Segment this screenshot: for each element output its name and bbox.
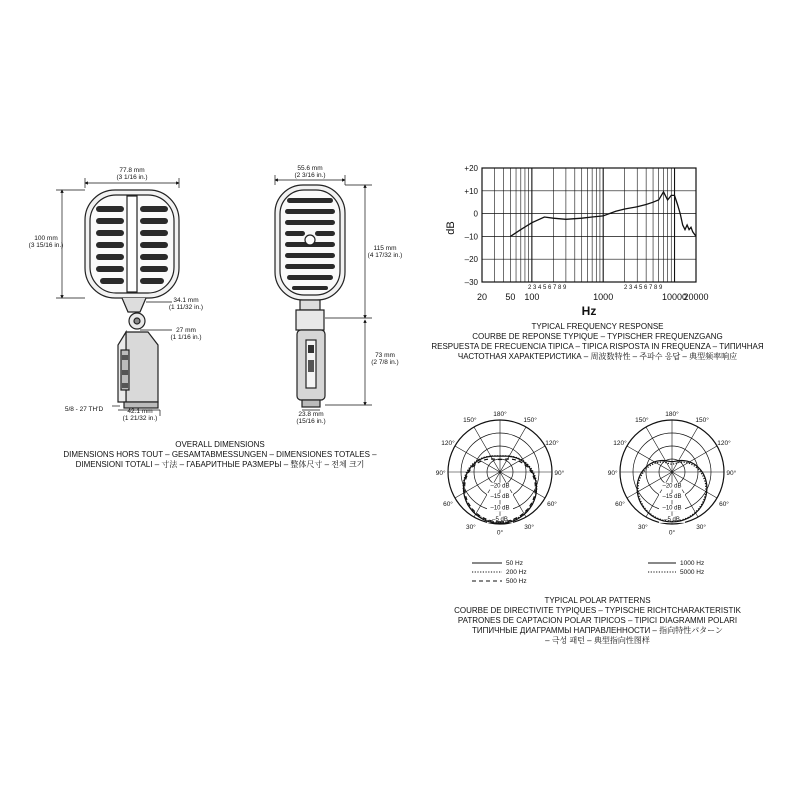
polar-angle-label: 150° bbox=[635, 417, 649, 424]
side-head-height-in: (4 17/32 in.) bbox=[367, 252, 403, 259]
frequency-y-label: dB bbox=[445, 221, 457, 235]
frequency-response-chart bbox=[445, 164, 709, 318]
frequency-caption bbox=[420, 322, 775, 362]
side-handle-height-mm: 73 mm bbox=[375, 352, 395, 359]
polar-angle-label: 60° bbox=[443, 501, 453, 509]
polar-legend-right bbox=[648, 563, 676, 572]
polar-angle-label: 120° bbox=[441, 439, 455, 447]
polar-spoke bbox=[500, 427, 526, 472]
frequency-minor-labels-2: 2 3 4 5 6 7 8 9 bbox=[624, 285, 663, 291]
frequency-caption-line-1: TYPICAL FREQUENCY RESPONSE bbox=[531, 322, 664, 331]
dimensions-caption-line-1: OVERALL DIMENSIONS bbox=[175, 440, 265, 449]
polar-ring-label: –15 dB bbox=[662, 494, 682, 500]
polar-plot-left bbox=[436, 410, 565, 537]
polar-angle-label: 120° bbox=[545, 439, 559, 447]
frequency-caption-line-4: ЧАСТОТНАЯ ХАРАКТЕРИСТИКА – 周波数特性 – 주파수 응답 – 典型频率响应 bbox=[457, 352, 738, 361]
frequency-plot-frame bbox=[482, 168, 696, 282]
side-head-height-mm: 115 mm bbox=[373, 245, 397, 252]
legend-label-50hz: 50 Hz bbox=[506, 560, 523, 567]
polar-angle-label: 120° bbox=[613, 439, 627, 447]
frequency-y-tick: +20 bbox=[464, 164, 478, 173]
frequency-x-tick: 20 bbox=[476, 292, 488, 302]
polar-caption-line-4: ТИПИЧНЫЕ ДИАГРАММЫ НАПРАВЛЕННОСТИ – 指向特性パターン bbox=[472, 626, 723, 635]
dimensions-caption-line-2: DIMENSIONS HORS TOUT – GESAMTABMESSUNGEN – DIMENSIONES TOTALES – bbox=[63, 450, 377, 459]
polar-angle-label: 0° bbox=[668, 529, 676, 537]
polar-ring-label: –10 dB bbox=[490, 505, 510, 512]
polar-ring-label: –5 dB bbox=[664, 516, 680, 523]
front-thread: 5/8 - 27 TH'D bbox=[64, 406, 104, 413]
frequency-minor-labels-1: 2 3 4 5 6 7 8 9 bbox=[528, 285, 567, 291]
front-view-microphone bbox=[85, 190, 179, 408]
polar-ring-label: –20 dB bbox=[662, 483, 682, 490]
frequency-x-tick: 10000 bbox=[662, 292, 688, 302]
frequency-x-tick: 20000 bbox=[683, 292, 709, 302]
polar-angle-label: 60° bbox=[547, 501, 557, 509]
frequency-x-tick: 50 bbox=[505, 292, 516, 302]
polar-caption-line-1: TYPICAL POLAR PATTERNS bbox=[544, 596, 651, 605]
legend-label-1000hz: 1000 Hz bbox=[680, 560, 705, 567]
frequency-y-tick: –20 bbox=[464, 255, 478, 265]
side-handle-height-in: (2 7/8 in.) bbox=[371, 359, 399, 366]
legend-label-5000hz: 5000 Hz bbox=[680, 569, 705, 576]
polar-ring-label: –15 dB bbox=[490, 494, 510, 500]
side-width-in: (2 3/16 in.) bbox=[294, 172, 326, 179]
front-height-in: (3 15/16 in.) bbox=[28, 242, 64, 249]
frequency-y-tick: +10 bbox=[464, 186, 478, 196]
frequency-x-tick: 1000 bbox=[593, 292, 614, 302]
front-neck-in: (1 11/32 in.) bbox=[168, 304, 204, 311]
frequency-caption-line-3: RESPUESTA DE FRECUENCIA TIPICA – TIPICA RISPOSTA IN FREQUENZA – ТИПИЧНАЯ bbox=[431, 342, 764, 351]
polar-legend-left bbox=[472, 563, 502, 581]
polar-angle-label: 120° bbox=[717, 439, 731, 447]
polar-angle-label: 180° bbox=[493, 410, 507, 418]
polar-angle-label: 30° bbox=[696, 524, 707, 532]
front-neck-mm: 34.1 mm bbox=[173, 297, 199, 304]
polar-ring-label: –5 dB bbox=[492, 516, 508, 523]
front-height-mm: 100 mm bbox=[34, 235, 58, 242]
polar-plot-right bbox=[608, 410, 737, 537]
polar-angle-label: 90° bbox=[554, 470, 565, 478]
polar-angle-label: 90° bbox=[435, 470, 446, 478]
polar-caption-line-3: PATRONES DE CAPTACION POLAR TIPICOS – TIPICI DIAGRAMMI POLARI bbox=[457, 616, 738, 625]
polar-angle-label: 90° bbox=[726, 470, 737, 478]
frequency-y-tick: 0 bbox=[473, 209, 478, 219]
polar-ring-label: –20 dB bbox=[490, 483, 510, 490]
polar-angle-label: 60° bbox=[615, 501, 625, 509]
frequency-x-tick: 100 bbox=[524, 292, 540, 302]
polar-spoke bbox=[672, 446, 717, 472]
polar-ring-label: –10 dB bbox=[662, 505, 682, 512]
front-width-in: (3 1/16 in.) bbox=[116, 174, 148, 181]
polar-angle-label: 150° bbox=[695, 417, 709, 424]
polar-angle-label: 0° bbox=[496, 529, 504, 537]
polar-angle-label: 150° bbox=[523, 417, 537, 424]
front-base-in: (1 21/32 in.) bbox=[122, 415, 158, 422]
frequency-y-tick: –30 bbox=[464, 278, 478, 287]
polar-angle-label: 150° bbox=[463, 417, 477, 424]
polar-caption-line-2: COURBE DE DIRECTIVITE TYPIQUES – TYPISCHE RICHTCHARAKTERISTIK bbox=[454, 606, 741, 615]
polar-caption bbox=[420, 596, 775, 646]
frequency-caption-line-2: COURBE DE REPONSE TYPIQUE – TYPISCHER FREQUENZGANG bbox=[472, 332, 723, 341]
side-base-mm: 23.8 mm bbox=[298, 411, 324, 418]
polar-angle-label: 30° bbox=[465, 524, 476, 532]
frequency-x-ticks bbox=[477, 292, 709, 302]
side-view-microphone bbox=[275, 185, 345, 407]
polar-angle-label: 60° bbox=[719, 501, 729, 509]
legend-label-500hz: 500 Hz bbox=[506, 578, 527, 585]
front-base-mm: 42.1 mm bbox=[127, 408, 153, 415]
polar-angle-label: 30° bbox=[524, 524, 535, 532]
front-width-mm: 77.8 mm bbox=[119, 167, 145, 174]
frequency-y-tick: –10 bbox=[464, 232, 478, 242]
dimensions-caption-line-3: DIMENSIONI TOTALI – 寸法 – ГАБАРИТНЫЕ РАЗМЕРЫ – 整体尺寸 – 전체 크기 bbox=[75, 460, 365, 469]
polar-caption-line-5: – 극성 패턴 – 典型指向性图样 bbox=[545, 636, 650, 645]
side-base-in: (15/16 in.) bbox=[296, 418, 326, 425]
polar-angle-label: 90° bbox=[607, 470, 618, 478]
legend-label-200hz: 200 Hz bbox=[506, 569, 527, 576]
front-mount-in: (1 1/16 in.) bbox=[170, 334, 202, 341]
frequency-x-label: Hz bbox=[581, 304, 597, 318]
side-width-mm: 55.6 mm bbox=[297, 165, 323, 172]
polar-spoke bbox=[474, 427, 500, 472]
frequency-y-ticks bbox=[464, 164, 478, 287]
polar-angle-label: 180° bbox=[665, 410, 679, 418]
dimensions-caption bbox=[20, 440, 420, 470]
front-mount-mm: 27 mm bbox=[176, 327, 196, 334]
polar-spoke bbox=[627, 446, 672, 472]
polar-angle-label: 30° bbox=[637, 524, 648, 532]
frequency-grid bbox=[482, 168, 696, 282]
